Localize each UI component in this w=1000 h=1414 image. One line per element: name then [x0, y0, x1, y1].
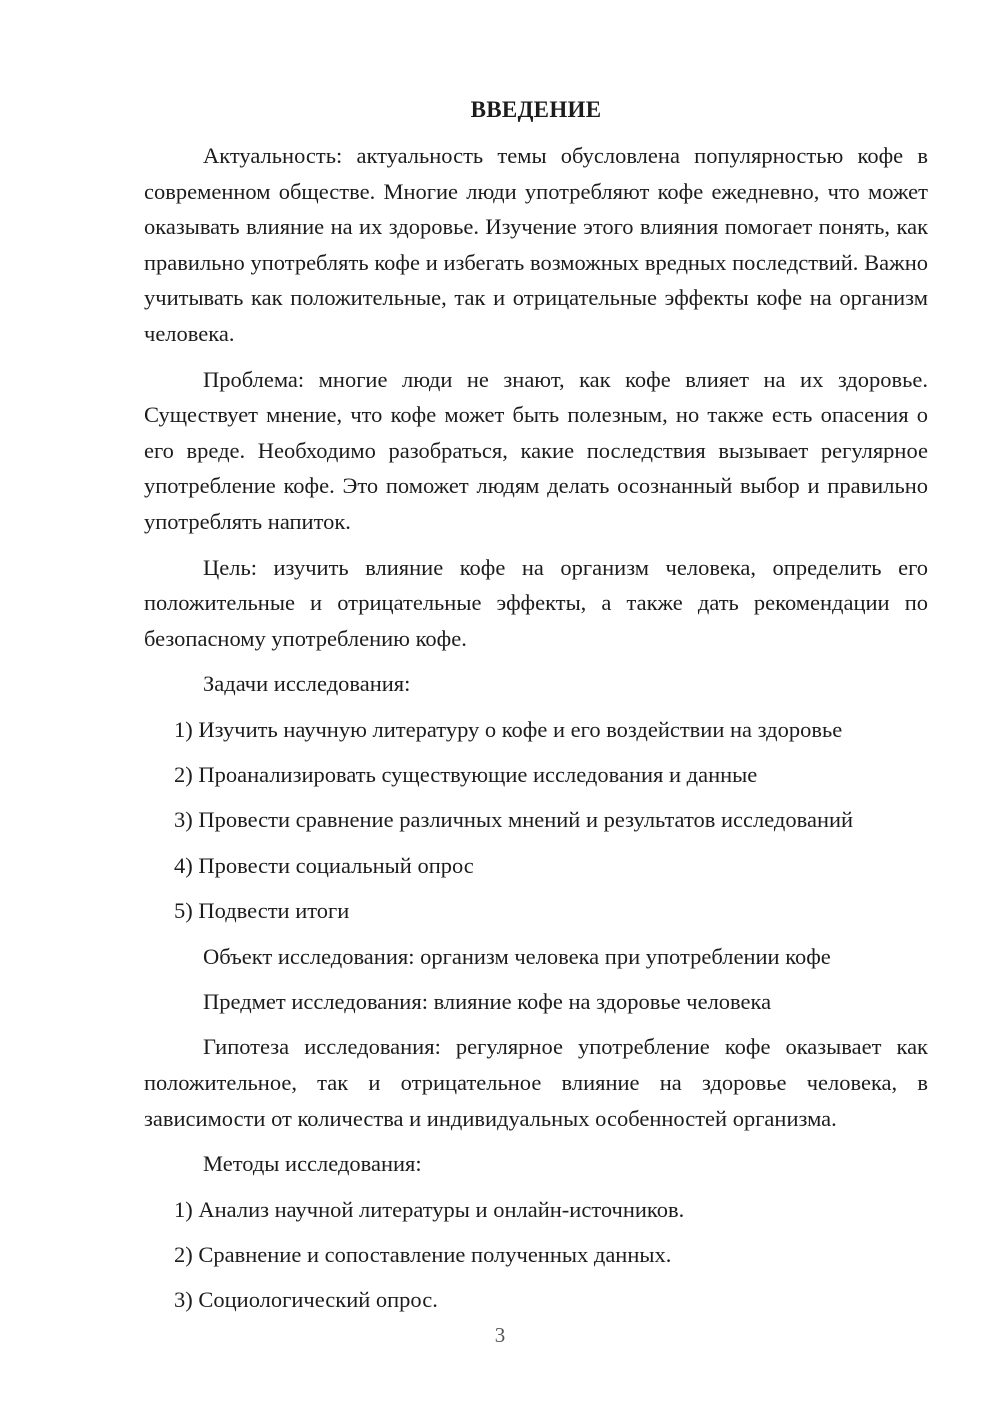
page-title: ВВЕДЕНИЕ	[470, 97, 602, 122]
task-item: 3) Провести сравнение различных мнений и результатов исследований	[174, 807, 854, 833]
page-number: 3	[494, 1323, 506, 1347]
object-line: Объект исследования: организм человека при употреблении кофе	[203, 943, 831, 969]
method-item: 3) Социологический опрос.	[174, 1287, 438, 1313]
task-item: 2) Проанализировать существующие исследования и данные	[174, 762, 758, 788]
method-item: 1) Анализ научной литературы и онлайн-источников.	[174, 1196, 685, 1222]
goal-paragraph: Цель: изучить влияние кофе на организм человека, определить его положительные и отрицательные эффекты, а также дать рекомендации по безопасному употреблению кофе.	[144, 554, 928, 651]
task-item: 1) Изучить научную литературу о кофе и его воздействии на здоровье	[174, 716, 843, 742]
relevance-paragraph: Актуальность: актуальность темы обусловлена популярностью кофе в современном обществе. Многие люди употребляют кофе ежедневно, что может оказывать влияние на их здоровье. Изучение этого влияния помогает понять, как правильно употреблять кофе и избегать возможных вредных последствий. Важно учитывать как положительные, так и отрицательные эффекты кофе на организм человека.	[144, 143, 928, 346]
tasks-heading: Задачи исследования:	[203, 671, 411, 697]
problem-paragraph: Проблема: многие люди не знают, как кофе влияет на их здоровье. Существует мнение, что кофе может быть полезным, но также есть опасения о его вреде. Необходимо разобраться, какие последствия вызывает регулярное употребление кофе. Это поможет людям делать осознанный выбор и правильно употреблять напиток.	[144, 366, 928, 534]
methods-heading: Методы исследования:	[203, 1151, 422, 1177]
hypothesis-paragraph: Гипотеза исследования: регулярное употребление кофе оказывает как положительное, так и отрицательное влияние на здоровье человека, в зависимости от количества и индивидуальных особенностей организма.	[144, 1034, 928, 1131]
subject-line: Предмет исследования: влияние кофе на здоровье человека	[203, 989, 772, 1015]
task-item: 5) Подвести итоги	[174, 898, 350, 924]
method-item: 2) Сравнение и сопоставление полученных данных.	[174, 1242, 672, 1267]
task-item: 4) Провести социальный опрос	[174, 852, 474, 878]
document-page	[144, 96, 928, 1328]
